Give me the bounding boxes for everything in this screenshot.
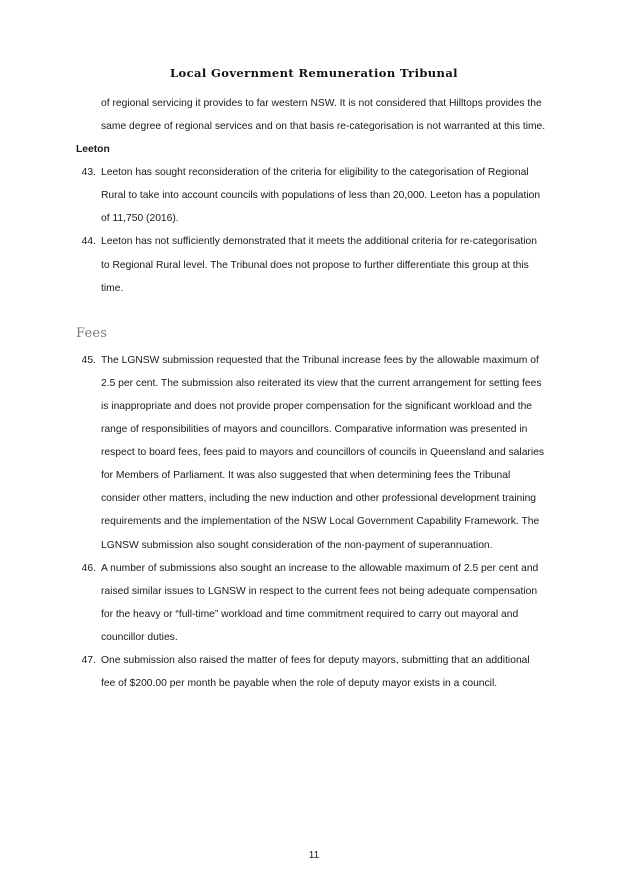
list-item: [76, 349, 546, 557]
page-number: 11: [308, 850, 320, 861]
item-number: 44.: [81, 236, 96, 248]
item-text: Leeton has not sufficiently demonstrated that it meets the additional criteria for re-categorisation to Regional Rural level. The Tribunal does not propose to further differentiate this group at this time.: [101, 236, 537, 294]
item-number: 46.: [81, 562, 96, 574]
list-item: [76, 649, 546, 695]
list-item: [76, 557, 546, 649]
fees-list: [76, 349, 546, 695]
list-item: [76, 230, 546, 299]
item-number: 47.: [81, 654, 96, 666]
intro-paragraph: of regional servicing it provides to far western NSW. It is not considered that Hilltops provides the same degree of regional services and on that basis re-categorisation is not warranted at this time.: [101, 98, 546, 133]
page-header-title: Local Government Remuneration Tribunal: [170, 66, 458, 80]
leeton-list: [76, 161, 546, 300]
item-text: One submission also raised the matter of fees for deputy mayors, submitting that an additional fee of $200.00 per month be payable when the role of deputy mayor exists in a council.: [101, 654, 530, 690]
item-text: Leeton has sought reconsideration of the criteria for eligibility to the categorisation of Regional Rural to take into account councils with populations of less than 20,000. Leeton has a population of 11,750 (2016).: [101, 167, 541, 225]
document-body: [76, 92, 546, 695]
item-text: The LGNSW submission requested that the Tribunal increase fees by the allowable maximum of 2.5 per cent. The submission also reiterated its view that the current arrangement for setting fees is inappropriate and does not provide proper compensation for the significant workload and the range of responsibilities of mayors and councillors. Comparative information was presented in respect to board fees, fees paid to mayors and councillors of councils in Queensland and salaries for Members of Parliament. It was also suggested that when determining fees the Tribunal consider other matters, including the new induction and other professional development training requirements and the implementation of the NSW Local Government Capability Framework. The LGNSW submission also sought consideration of the non-payment of superannuation.: [101, 354, 545, 551]
fees-section-heading: Fees: [76, 325, 108, 341]
item-number: 43.: [81, 167, 96, 179]
leeton-subheading: Leeton: [76, 144, 110, 156]
list-item: [76, 161, 546, 230]
item-number: 45.: [81, 354, 96, 366]
item-text: A number of submissions also sought an increase to the allowable maximum of 2.5 per cent and raised similar issues to LGNSW in respect to the current fees not being adequate compensation for the heavy or “full-time” workload and time commitment required to carry out mayoral and councillor duties.: [101, 562, 539, 643]
